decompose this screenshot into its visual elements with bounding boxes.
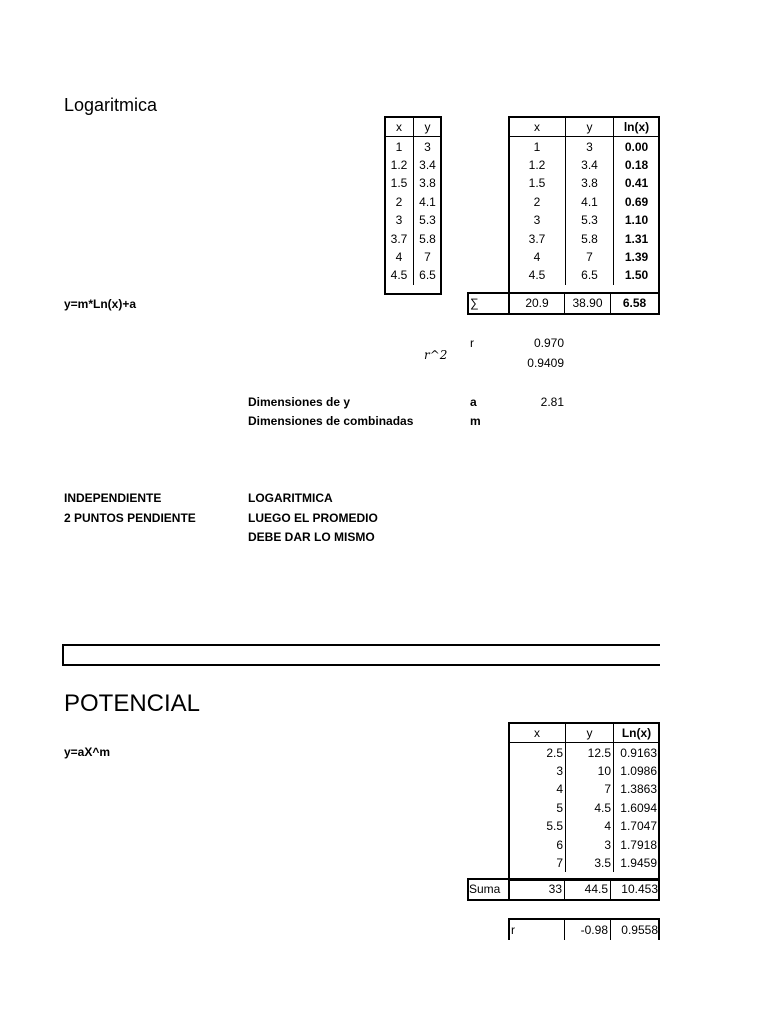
cell: 5.3 — [419, 213, 436, 228]
note-right-3: DEBE DAR LO MISMO — [248, 530, 375, 544]
table-row — [385, 248, 441, 266]
cell: 4.5 — [385, 266, 414, 284]
cell: 1.2 — [385, 156, 414, 174]
header-x: x — [509, 118, 566, 137]
cell: 5 — [509, 799, 566, 817]
cell: 1.7918 — [620, 837, 657, 852]
a-value: 2.81 — [540, 395, 564, 409]
cell: 0.69 — [624, 194, 649, 209]
header-x: x — [509, 724, 566, 743]
cell: 7 — [509, 854, 566, 872]
cell: 1.9459 — [620, 855, 657, 870]
table-row — [509, 266, 659, 284]
cell: 5.8 — [566, 229, 614, 247]
header-lnx: ln(x) — [614, 118, 660, 137]
r2-label: r^2 — [424, 348, 448, 362]
suma-label: Suma — [469, 882, 501, 896]
cell: 2 — [385, 193, 414, 211]
a-label: a — [470, 395, 477, 409]
cell: 5.8 — [419, 231, 436, 246]
note-right-1: LOGARITMICA — [248, 491, 333, 505]
cell: 1.50 — [624, 268, 649, 283]
cell: 1.5 — [509, 174, 566, 192]
cell: 7 — [566, 780, 614, 798]
sum-lnx: 6.58 — [622, 296, 647, 310]
table-row — [509, 817, 659, 835]
cell: 7 — [424, 249, 431, 264]
cell: 10 — [566, 762, 614, 780]
cell: 6.5 — [566, 266, 614, 284]
table-row — [509, 854, 659, 872]
r-label: r — [470, 336, 474, 350]
cell: 4.1 — [566, 193, 614, 211]
table-row — [509, 835, 659, 853]
sum-symbol: ∑ — [470, 296, 479, 310]
table-row — [509, 137, 659, 156]
table-row — [385, 137, 441, 156]
note-right-2: LUEGO EL PROMEDIO — [248, 511, 378, 525]
cell: 3.7 — [385, 229, 414, 247]
cell: 3.4 — [419, 157, 436, 172]
table-row — [509, 799, 659, 817]
cell: 7 — [566, 248, 614, 266]
pot-r-label: r — [511, 923, 515, 937]
cell: 4.5 — [509, 266, 566, 284]
table-row — [509, 780, 659, 798]
table-row — [509, 229, 659, 247]
note-left-1: INDEPENDIENTE — [64, 491, 162, 505]
cell: 3.8 — [566, 174, 614, 192]
pot-section-title: POTENCIAL — [64, 690, 201, 717]
log-small-table — [385, 118, 441, 285]
cell: 3.8 — [419, 176, 436, 191]
log-section-title: Logaritmica — [64, 95, 158, 115]
header-y: y — [566, 118, 614, 137]
table-row — [385, 229, 441, 247]
cell: 3 — [424, 139, 431, 154]
cell: 3.7 — [509, 229, 566, 247]
cell: 1 — [385, 137, 414, 156]
cell: 5.3 — [566, 211, 614, 229]
cell: 1.0986 — [620, 763, 657, 778]
cell: 1 — [509, 137, 566, 156]
pot-r-value: -0.98 — [580, 923, 608, 937]
cell: 1.7047 — [620, 819, 657, 834]
cell: 0.18 — [624, 157, 649, 172]
cell: 5.5 — [509, 817, 566, 835]
sum-x: 33 — [548, 882, 562, 896]
cell: 4.1 — [419, 194, 436, 209]
header-x: x — [385, 118, 414, 137]
note-left-2: 2 PUNTOS PENDIENTE — [64, 511, 196, 525]
cell: 1.2 — [509, 156, 566, 174]
cell: 12.5 — [566, 743, 614, 762]
cell: 0.00 — [624, 139, 649, 154]
cell: 2.5 — [509, 743, 566, 762]
cell: 4 — [385, 248, 414, 266]
cell: 2 — [509, 193, 566, 211]
cell: 3 — [566, 835, 614, 853]
cell: 3.5 — [566, 854, 614, 872]
cell: 1.3863 — [620, 782, 657, 797]
pot-formula: y=aX^m — [64, 745, 111, 759]
cell: 1.31 — [624, 231, 649, 246]
section-divider — [62, 644, 660, 666]
r2-value: 0.9409 — [527, 356, 564, 370]
table-row — [509, 248, 659, 266]
cell: 0.41 — [624, 176, 649, 191]
sum-lnx: 10.453 — [621, 882, 658, 896]
dim-y-label: Dimensiones de y — [248, 395, 351, 409]
sum-y: 38.90 — [572, 296, 603, 310]
table-row — [509, 762, 659, 780]
cell: 0.9163 — [620, 745, 657, 760]
m-label: m — [470, 414, 481, 428]
table-row — [509, 743, 659, 762]
cell: 4.5 — [566, 799, 614, 817]
cell: 6 — [509, 835, 566, 853]
cell: 3.4 — [566, 156, 614, 174]
table-row — [509, 156, 659, 174]
cell: 4 — [509, 248, 566, 266]
cell: 1.39 — [624, 249, 649, 264]
dim-comb-label: Dimensiones de combinadas — [248, 414, 414, 428]
table-row — [385, 156, 441, 174]
cell: 1.10 — [624, 213, 649, 228]
pot-r2-value: 0.9558 — [621, 923, 658, 937]
table-row — [385, 174, 441, 192]
cell: 6.5 — [419, 268, 436, 283]
log-formula: y=m*Ln(x)+a — [64, 297, 137, 311]
header-y: y — [566, 724, 614, 743]
table-row — [509, 193, 659, 211]
cell: 1.5 — [385, 174, 414, 192]
sum-x: 20.9 — [525, 296, 549, 310]
table-row — [385, 193, 441, 211]
cell: 3 — [509, 211, 566, 229]
table-row — [385, 266, 441, 284]
cell: 3 — [509, 762, 566, 780]
table-row — [385, 211, 441, 229]
cell: 4 — [566, 817, 614, 835]
sum-y: 44.5 — [584, 882, 608, 896]
cell: 3 — [566, 137, 614, 156]
cell: 4 — [509, 780, 566, 798]
table-row — [509, 211, 659, 229]
log-big-table — [509, 118, 659, 285]
r-value: 0.970 — [533, 336, 564, 350]
cell: 3 — [385, 211, 414, 229]
table-row — [509, 174, 659, 192]
header-lnx: Ln(x) — [614, 724, 660, 743]
pot-table — [509, 724, 659, 872]
header-y: y — [414, 118, 442, 137]
cell: 1.6094 — [620, 800, 657, 815]
